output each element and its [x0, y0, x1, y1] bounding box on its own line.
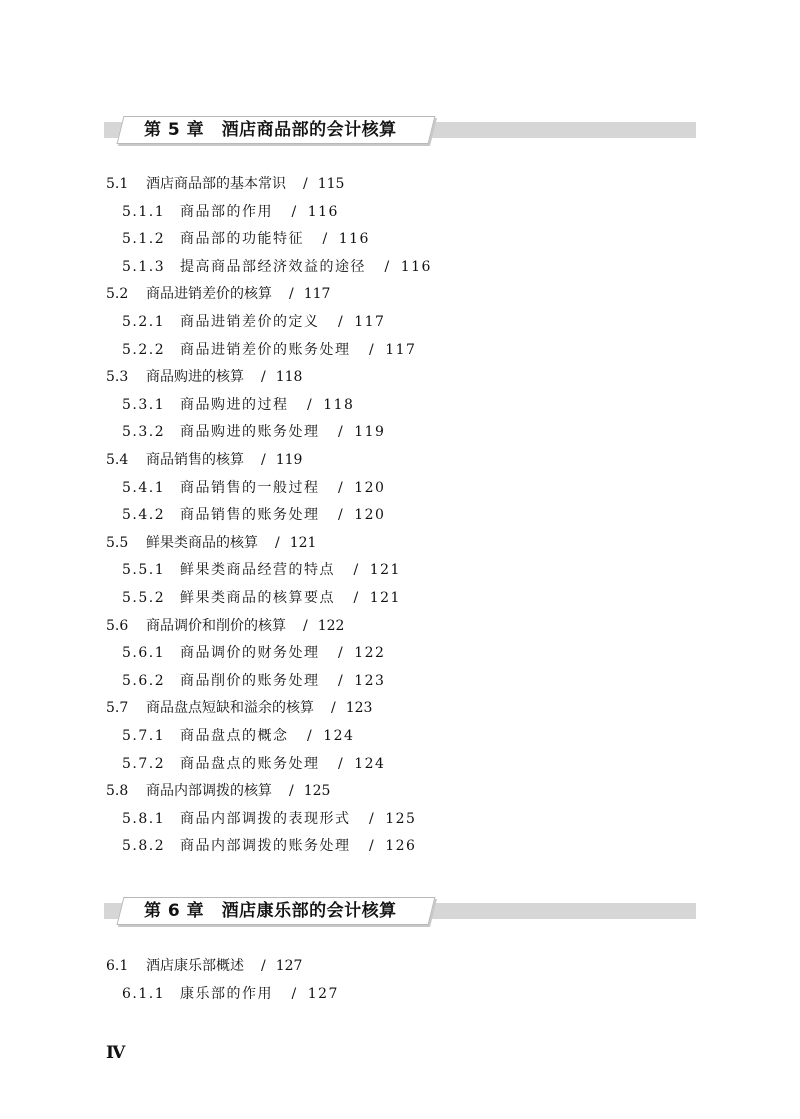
toc-subsection[interactable]: [122, 984, 339, 1004]
toc-entry-title: 商品盘点的概念: [180, 728, 289, 744]
toc-separator: /: [291, 203, 298, 220]
toc-entry-page: 122: [317, 617, 345, 634]
toc-entry-number: 5.5: [106, 534, 129, 551]
toc-entry-number: 5.6.2: [122, 672, 166, 689]
toc-entry-page: 115: [317, 176, 345, 192]
toc-entry-number: 5.1.2: [122, 231, 166, 248]
toc-entry-number: 5.4.2: [122, 507, 166, 524]
toc-entry-number: 5.7: [106, 700, 129, 717]
toc-entry-title: 商品购进的账务处理: [180, 424, 320, 441]
toc-separator: /: [331, 700, 336, 717]
toc-entry-page: 124: [323, 728, 355, 744]
toc-entry-title: 商品部的作用: [180, 203, 273, 220]
toc-entry-page: 117: [385, 341, 417, 358]
toc-entry-page: 116: [400, 258, 432, 275]
toc-subsection[interactable]: [122, 422, 385, 442]
toc-entry-number: 5.6: [106, 617, 129, 634]
toc-entry-title: 商品销售的一般过程: [180, 479, 320, 496]
toc-entry-number: 5.2.2: [122, 341, 166, 358]
toc-separator: /: [303, 617, 308, 634]
toc-entry-title: 商品销售的账务处理: [180, 507, 320, 524]
toc-separator: /: [303, 176, 308, 192]
toc-entry-number: 5.3.2: [122, 424, 166, 441]
toc-separator: /: [338, 314, 345, 330]
page-number: Ⅳ: [106, 1043, 126, 1063]
toc-entry-page: 127: [275, 958, 303, 974]
toc-subsection[interactable]: [122, 671, 385, 691]
toc-entry-page: 126: [385, 838, 417, 855]
toc-entry-page: 125: [303, 783, 331, 800]
toc-entry-page: 123: [345, 700, 373, 717]
toc-separator: /: [338, 424, 345, 441]
toc-section[interactable]: [106, 284, 330, 304]
toc-subsection[interactable]: [122, 836, 416, 856]
toc-entry-title: 提高商品部经济效益的途径: [180, 258, 366, 275]
toc-entry-title: 鲜果类商品经营的特点: [180, 562, 335, 579]
toc-subsection[interactable]: [122, 478, 385, 498]
toc-subsection[interactable]: [122, 229, 370, 249]
toc-entry-page: 116: [307, 203, 339, 220]
toc-separator: /: [353, 590, 360, 606]
toc-entry-number: 5.4.1: [122, 479, 166, 496]
toc-separator: /: [353, 562, 360, 579]
toc-entry-number: 5.5.1: [122, 562, 166, 579]
toc-entry-page: 124: [354, 755, 386, 772]
toc-entry-title: 鲜果类商品的核算: [146, 534, 258, 551]
toc-separator: /: [369, 341, 376, 358]
toc-subsection[interactable]: [122, 257, 432, 277]
chapter-header-6: [104, 897, 696, 925]
toc-subsection[interactable]: [122, 312, 385, 332]
toc-entry-page: 122: [354, 645, 386, 662]
toc-entry-title: 商品内部调拨的账务处理: [180, 838, 351, 855]
toc-section[interactable]: [106, 450, 302, 470]
chapter-title: 第 6 章 酒店康乐部的会计核算: [144, 901, 397, 921]
toc-section[interactable]: [106, 698, 372, 718]
toc-entry-number: 5.1: [106, 176, 129, 192]
toc-separator: /: [338, 645, 345, 662]
toc-entry-title: 商品进销差价的定义: [180, 314, 320, 330]
toc-separator: /: [338, 479, 345, 496]
toc-entry-page: 121: [369, 590, 401, 606]
toc-subsection[interactable]: [122, 560, 401, 580]
toc-entry-page: 116: [338, 231, 370, 248]
toc-entry-number: 5.8.2: [122, 838, 166, 855]
toc-entry-number: 6.1.1: [122, 985, 166, 1002]
toc-entry-number: 5.1.1: [122, 203, 166, 220]
toc-separator: /: [291, 985, 298, 1002]
toc-separator: /: [307, 396, 314, 413]
chapter-header-5: [104, 116, 696, 144]
toc-entry-page: 120: [354, 479, 386, 496]
toc-separator: /: [275, 534, 280, 551]
toc-entry-number: 5.4: [106, 452, 129, 468]
toc-entry-page: 123: [354, 672, 386, 689]
toc-separator: /: [338, 672, 345, 689]
toc-entry-page: 117: [303, 286, 331, 303]
toc-section[interactable]: [106, 616, 344, 636]
toc-entry-number: 5.8.1: [122, 810, 166, 827]
toc-entry-number: 5.7.2: [122, 755, 166, 772]
toc-separator: /: [322, 231, 329, 248]
toc-separator: /: [261, 369, 266, 386]
toc-entry-title: 商品销售的核算: [146, 452, 244, 468]
toc-subsection[interactable]: [122, 809, 416, 829]
toc-entry-title: 商品盘点的账务处理: [180, 755, 320, 772]
toc-entry-page: 121: [369, 562, 401, 579]
toc-subsection[interactable]: [122, 395, 354, 415]
toc-entry-title: 商品购进的核算: [146, 369, 244, 386]
toc-separator: /: [338, 755, 345, 772]
chapter-title: 第 5 章 酒店商品部的会计核算: [144, 120, 397, 140]
toc-section[interactable]: [106, 174, 344, 194]
toc-entry-title: 商品进销差价的核算: [146, 286, 272, 303]
toc-entry-page: 120: [354, 507, 386, 524]
toc-entry-page: 117: [354, 314, 386, 330]
toc-subsection[interactable]: [122, 726, 354, 746]
toc-separator: /: [261, 958, 266, 974]
toc-entry-title: 酒店康乐部概述: [146, 958, 244, 974]
toc-separator: /: [261, 452, 266, 468]
toc-entry-number: 5.3: [106, 369, 129, 386]
toc-entry-title: 鲜果类商品的核算要点: [180, 590, 335, 606]
toc-entry-number: 5.1.3: [122, 258, 166, 275]
toc-entry-number: 5.5.2: [122, 590, 166, 606]
toc-separator: /: [369, 810, 376, 827]
toc-entry-title: 酒店商品部的基本常识: [146, 176, 286, 192]
toc-entry-title: 商品调价和削价的核算: [146, 617, 286, 634]
toc-separator: /: [369, 838, 376, 855]
toc-subsection[interactable]: [122, 754, 385, 774]
toc-entry-number: 6.1: [106, 958, 129, 974]
toc-subsection[interactable]: [122, 505, 385, 525]
toc-entry-title: 商品调价的财务处理: [180, 645, 320, 662]
toc-entry-title: 康乐部的作用: [180, 985, 273, 1002]
toc-entry-number: 5.2.1: [122, 314, 166, 330]
toc-entry-page: 118: [275, 369, 303, 386]
toc-entry-title: 商品盘点短缺和溢余的核算: [146, 700, 314, 717]
toc-entry-page: 121: [289, 534, 317, 551]
toc-entry-title: 商品内部调拨的表现形式: [180, 810, 351, 827]
toc-entry-number: 5.3.1: [122, 396, 166, 413]
toc-entry-page: 119: [354, 424, 386, 441]
toc-separator: /: [307, 728, 314, 744]
toc-section[interactable]: [106, 781, 330, 801]
toc-subsection[interactable]: [122, 588, 401, 608]
toc-section[interactable]: [106, 956, 302, 976]
toc-subsection[interactable]: [122, 340, 416, 360]
toc-separator: /: [289, 286, 294, 303]
toc-subsection[interactable]: [122, 643, 385, 663]
toc-separator: /: [338, 507, 345, 524]
toc-separator: /: [289, 783, 294, 800]
toc-entry-page: 118: [323, 396, 355, 413]
toc-subsection[interactable]: [122, 202, 339, 222]
toc-entry-title: 商品削价的账务处理: [180, 672, 320, 689]
toc-entry-number: 5.7.1: [122, 728, 166, 744]
toc-entry-page: 119: [275, 452, 303, 468]
toc-entry-page: 127: [307, 985, 339, 1002]
toc-entry-number: 5.8: [106, 783, 129, 800]
toc-entry-title: 商品部的功能特征: [180, 231, 304, 248]
toc-section[interactable]: [106, 533, 316, 553]
toc-entry-title: 商品内部调拨的核算: [146, 783, 272, 800]
toc-entry-number: 5.2: [106, 286, 129, 303]
toc-entry-title: 商品购进的过程: [180, 396, 289, 413]
toc-entry-number: 5.6.1: [122, 645, 166, 662]
toc-separator: /: [384, 258, 391, 275]
toc-entry-page: 125: [385, 810, 417, 827]
toc-section[interactable]: [106, 367, 302, 387]
toc-entry-title: 商品进销差价的账务处理: [180, 341, 351, 358]
